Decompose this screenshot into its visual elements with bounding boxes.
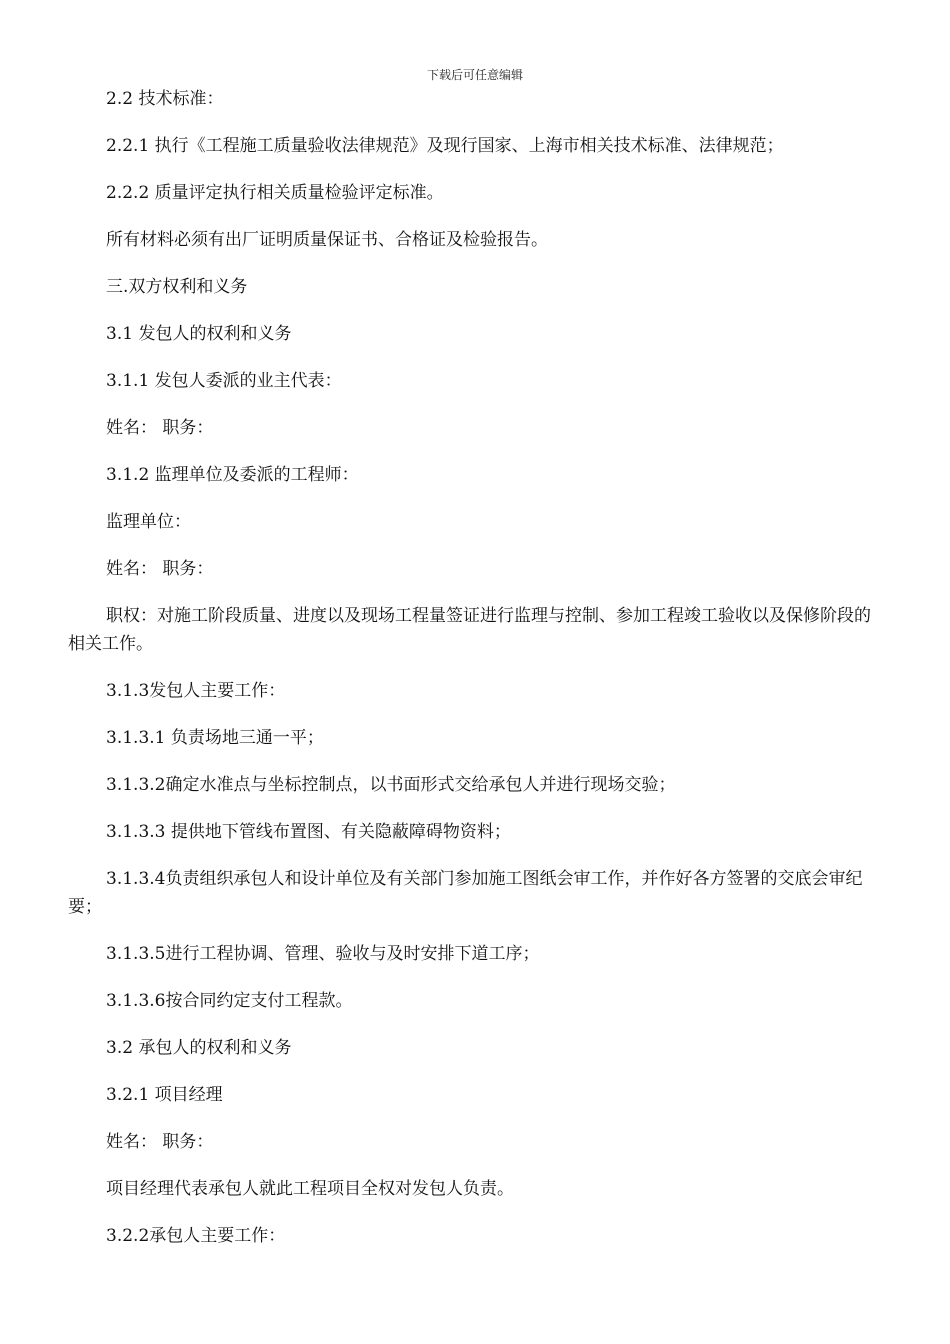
pm-responsibility: 项目经理代表承包人就此工程项目全权对发包人负责。 (106, 1179, 514, 1199)
page-header-note: 下载后可任意编辑 (426, 68, 523, 82)
section-2-2-heading: 2.2 技术标准： (106, 89, 224, 109)
clause-3-1-3-6: 3.1.3.6按合同约定支付工程款。 (106, 991, 353, 1011)
clause-3-1-1: 3.1.1 发包人委派的业主代表： (106, 371, 342, 391)
engineer-name-title: 姓名： 职务： (106, 559, 214, 579)
clause-3-1-2: 3.1.2 监理单位及委派的工程师： (106, 465, 359, 485)
document-body (68, 85, 878, 1269)
clause-3-1-3-3: 3.1.3.3 提供地下管线布置图、有关隐蔽障碍物资料； (106, 822, 511, 842)
pm-name-title: 姓名： 职务： (106, 1132, 214, 1152)
clause-3-1-3-4: 3.1.3.4负责组织承包人和设计单位及有关部门参加施工图纸会审工作，并作好各方签署的交底会审纪要； (68, 869, 863, 917)
clause-3-1-3-2: 3.1.3.2确定水准点与坐标控制点，以书面形式交给承包人并进行现场交验； (106, 775, 676, 795)
engineer-authority: 职权：对施工阶段质量、进度以及现场工程量签证进行监理与控制、参加工程竣工验收以及保修阶段的相关工作。 (68, 606, 871, 654)
supervision-unit: 监理单位： (106, 512, 191, 532)
clause-3-1-3-5: 3.1.3.5进行工程协调、管理、验收与及时安排下道工序； (106, 944, 540, 964)
section-3-2-heading: 3.2 承包人的权利和义务 (106, 1038, 292, 1058)
owner-rep-name-title: 姓名： 职务： (106, 418, 214, 438)
clause-2-2-2: 2.2.2 质量评定执行相关质量检验评定标准。 (106, 183, 444, 203)
clause-3-2-2: 3.2.2承包人主要工作： (106, 1226, 286, 1246)
materials-requirement: 所有材料必须有出厂证明质量保证书、合格证及检验报告。 (106, 230, 548, 250)
clause-3-1-3-1: 3.1.3.1 负责场地三通一平； (106, 728, 324, 748)
section-3-heading: 三.双方权利和义务 (106, 277, 248, 297)
clause-3-1-3: 3.1.3发包人主要工作： (106, 681, 286, 701)
clause-3-2-1: 3.2.1 项目经理 (106, 1085, 223, 1105)
section-3-1-heading: 3.1 发包人的权利和义务 (106, 324, 292, 344)
clause-2-2-1: 2.2.1 执行《工程施工质量验收法律规范》及现行国家、上海市相关技术标准、法律规范； (106, 136, 784, 156)
